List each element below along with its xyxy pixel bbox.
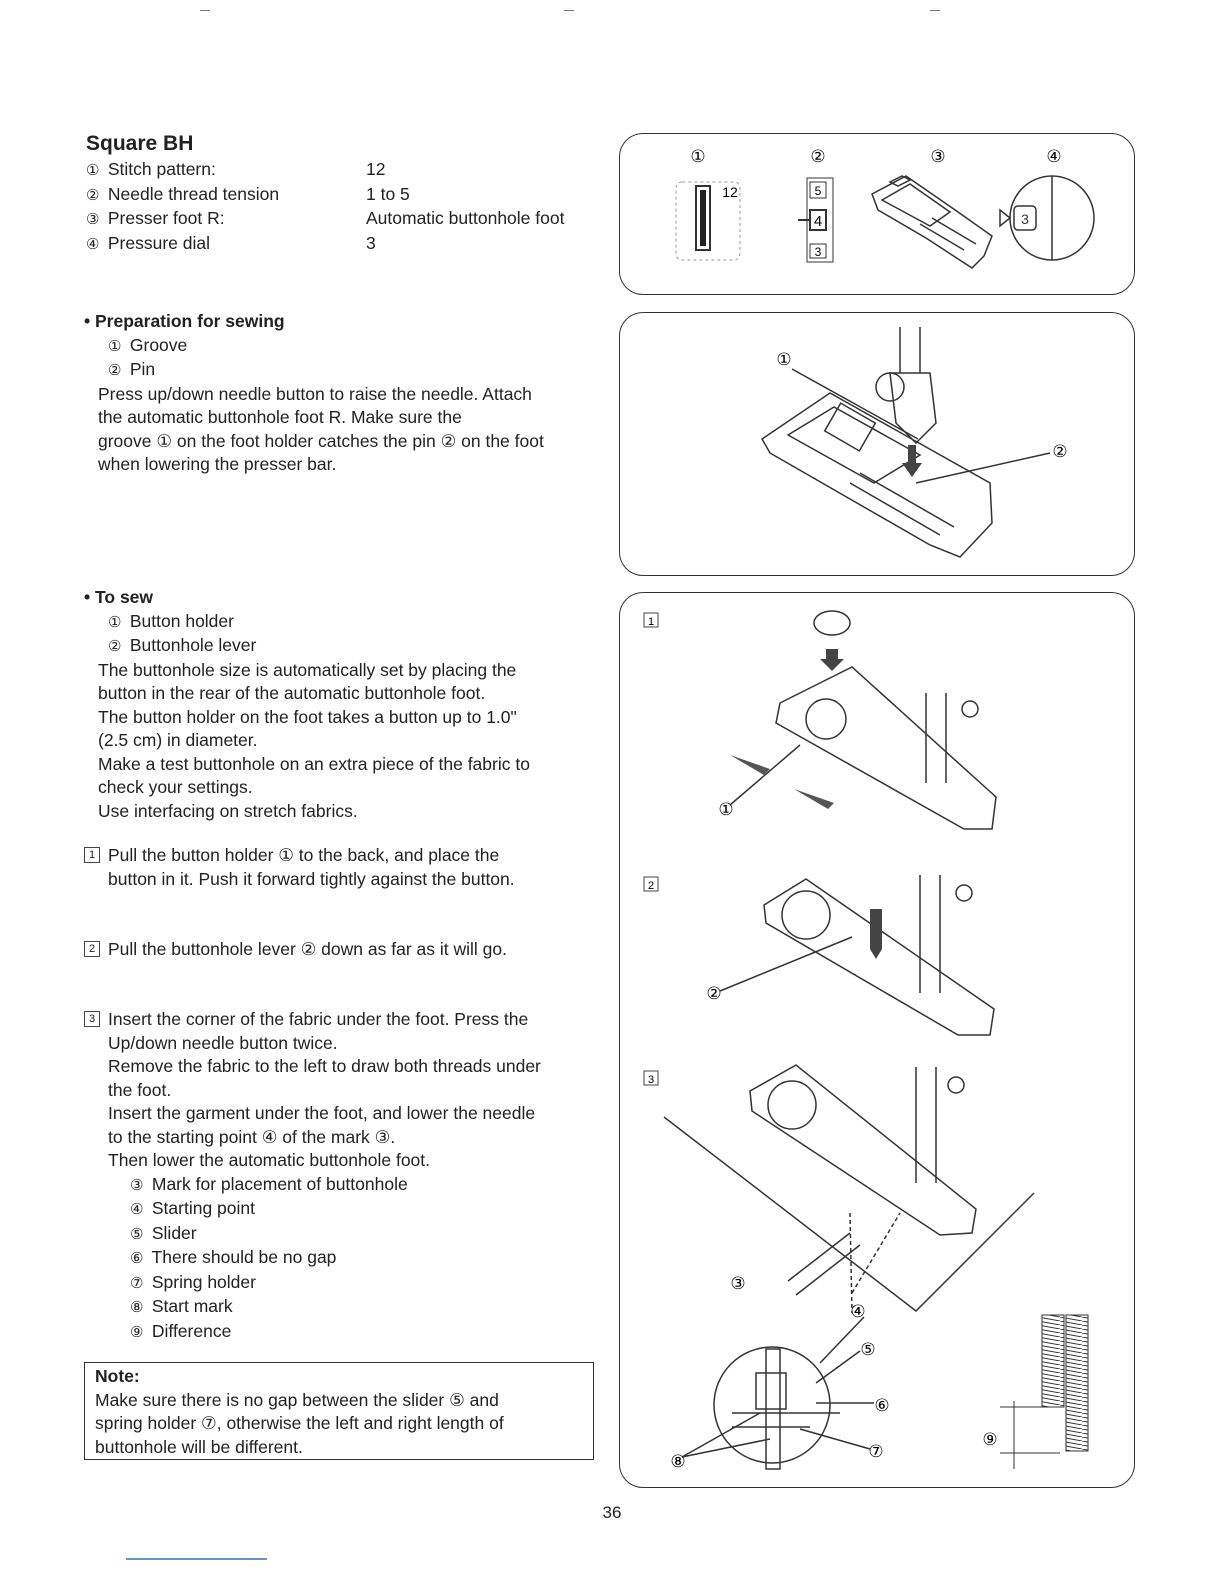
callout-label: ① — [776, 350, 792, 369]
spec-row: ① Stitch pattern: 12 — [86, 159, 386, 179]
sew-line: check your settings. — [98, 777, 253, 797]
page-title: Square BH — [86, 132, 194, 155]
step-marker: 2 — [647, 880, 655, 892]
down-arrow-icon — [902, 445, 922, 477]
sew-line: The button holder on the foot takes a button up to 1.0" — [98, 706, 517, 727]
step-3: 3 Insert the corner of the fabric under the foot. Press the Up/down needle button twice. Remove the fabric to the left to draw both threads under the foot. Insert the garment under the foot, and lower the needle to the starting point ④ of the mark ③. Then lower the automatic buttonhole foot. ③ Mark for placement of buttonhole ④ Starting point ⑤ Slider ⑥ There should be no gap ⑦ Spring holder ⑧ Start mark ⑨ Difference — [84, 1008, 604, 1344]
step3-item: ⑥ There should be no gap — [130, 1247, 337, 1267]
spec-row: ④ Pressure dial 3 — [86, 232, 376, 253]
scan-mark — [200, 10, 210, 11]
note-line: spring holder ⑦, otherwise the left and right length of — [95, 1413, 504, 1433]
step1-foot-icon — [730, 611, 996, 829]
prep-heading: • Preparation for sewing — [84, 311, 285, 331]
step-marker: 3 — [647, 1074, 655, 1086]
sew-line: button in the rear of the automatic buttonhole foot. — [98, 683, 486, 703]
callout-label: ⑨ — [982, 1430, 998, 1449]
sew-line: Make a test buttonhole on an extra piece of the fabric to — [98, 753, 530, 774]
callout-label: ② — [706, 984, 722, 1003]
step-marker: 1 — [647, 616, 655, 628]
sew-item: ② Buttonhole lever — [108, 635, 257, 655]
scan-mark — [930, 10, 940, 11]
sewing-steps-illustration — [620, 593, 1136, 1489]
note-line: buttonhole will be different. — [95, 1436, 303, 1457]
lever-arrow-icon — [870, 909, 882, 959]
sew-line: The buttonhole size is automatically set by placing the — [98, 659, 517, 680]
spec-row: ② Needle thread tension 1 to 5 — [86, 183, 410, 204]
pattern-window-icon — [676, 182, 740, 260]
forward-arrow-icon — [794, 789, 834, 809]
step-number: 2 — [84, 941, 100, 957]
prep-line: the automatic buttonhole foot R. Make sure the — [98, 407, 462, 427]
spec-list — [86, 158, 606, 256]
callout-label: ① — [718, 800, 734, 819]
step-number: 3 — [84, 1011, 100, 1027]
sew-line: Use interfacing on stretch fabrics. — [98, 800, 358, 821]
step-number: 1 — [84, 847, 100, 863]
svg-text:3: 3 — [1021, 211, 1029, 227]
presser-foot-icon — [872, 176, 992, 268]
settings-figure — [619, 133, 1135, 295]
step3-item: ④ Starting point — [130, 1198, 255, 1218]
step3-item: ⑨ Difference — [130, 1320, 232, 1341]
svg-text:4: 4 — [813, 213, 823, 230]
buttonhole-foot-icon — [762, 393, 992, 557]
prep-line: groove ① on the foot holder catches the pin ② on the foot — [98, 430, 544, 451]
settings-illustration — [620, 134, 1136, 296]
scan-edge-line — [126, 1558, 267, 1560]
sew-section — [84, 586, 604, 823]
tension-dial-icon — [798, 178, 833, 262]
spec-row: ③ Presser foot R: Automatic buttonhole foot — [86, 208, 565, 228]
step3-item: ③ Mark for placement of buttonhole — [130, 1173, 408, 1194]
step3-item: ⑧ Start mark — [130, 1296, 233, 1316]
sewing-steps-figure — [619, 592, 1135, 1488]
magnifier-icon — [682, 1317, 874, 1469]
callout-label: ④ — [850, 1302, 866, 1321]
svg-text:5: 5 — [814, 184, 822, 198]
prep-line: Press up/down needle button to raise the needle. Attach — [98, 383, 532, 404]
pressure-dial-icon — [1000, 176, 1094, 260]
foot-attachment-illustration — [620, 313, 1136, 577]
scan-mark — [564, 10, 574, 11]
callout-label: ⑦ — [868, 1442, 884, 1461]
groove-pin-figure — [619, 312, 1135, 576]
step3-item: ⑤ Slider — [130, 1222, 197, 1243]
prep-line: when lowering the presser bar. — [98, 454, 337, 474]
page-number: 36 — [602, 1503, 622, 1522]
note-heading: Note: — [95, 1366, 140, 1386]
callout-label: ⑧ — [670, 1452, 686, 1471]
callout-label: ① — [690, 147, 706, 166]
back-arrow-icon — [730, 755, 770, 775]
step3-foot-icon — [664, 1065, 1034, 1313]
step3-item: ⑦ Spring holder — [130, 1271, 256, 1292]
sew-item: ① Button holder — [108, 610, 234, 631]
callout-label: ④ — [1046, 147, 1062, 166]
prep-section — [84, 310, 604, 477]
callout-label: ② — [810, 147, 826, 166]
svg-text:12: 12 — [722, 184, 738, 200]
callout-label: ③ — [730, 1274, 746, 1293]
step2-foot-icon — [720, 875, 994, 1035]
sew-line: (2.5 cm) in diameter. — [98, 730, 258, 750]
buttonhole-stitch-icon — [1000, 1315, 1088, 1469]
callout-label: ② — [1052, 442, 1068, 461]
note-box — [84, 1362, 594, 1460]
prep-item: ① Groove — [108, 334, 188, 355]
sew-heading: • To sew — [84, 587, 154, 607]
step-1: 1 Pull the button holder ① to the back, and place the button in it. Push it forward tightly against the button. — [84, 844, 604, 891]
step-2: 2 Pull the buttonhole lever ② down as far as it will go. — [84, 938, 604, 962]
note-line: Make sure there is no gap between the slider ⑤ and — [95, 1389, 499, 1410]
prep-item: ② Pin — [108, 359, 156, 379]
callout-label: ③ — [930, 147, 946, 166]
svg-text:3: 3 — [814, 245, 822, 259]
callout-label: ⑥ — [874, 1396, 890, 1415]
callout-label: ⑤ — [860, 1340, 876, 1359]
